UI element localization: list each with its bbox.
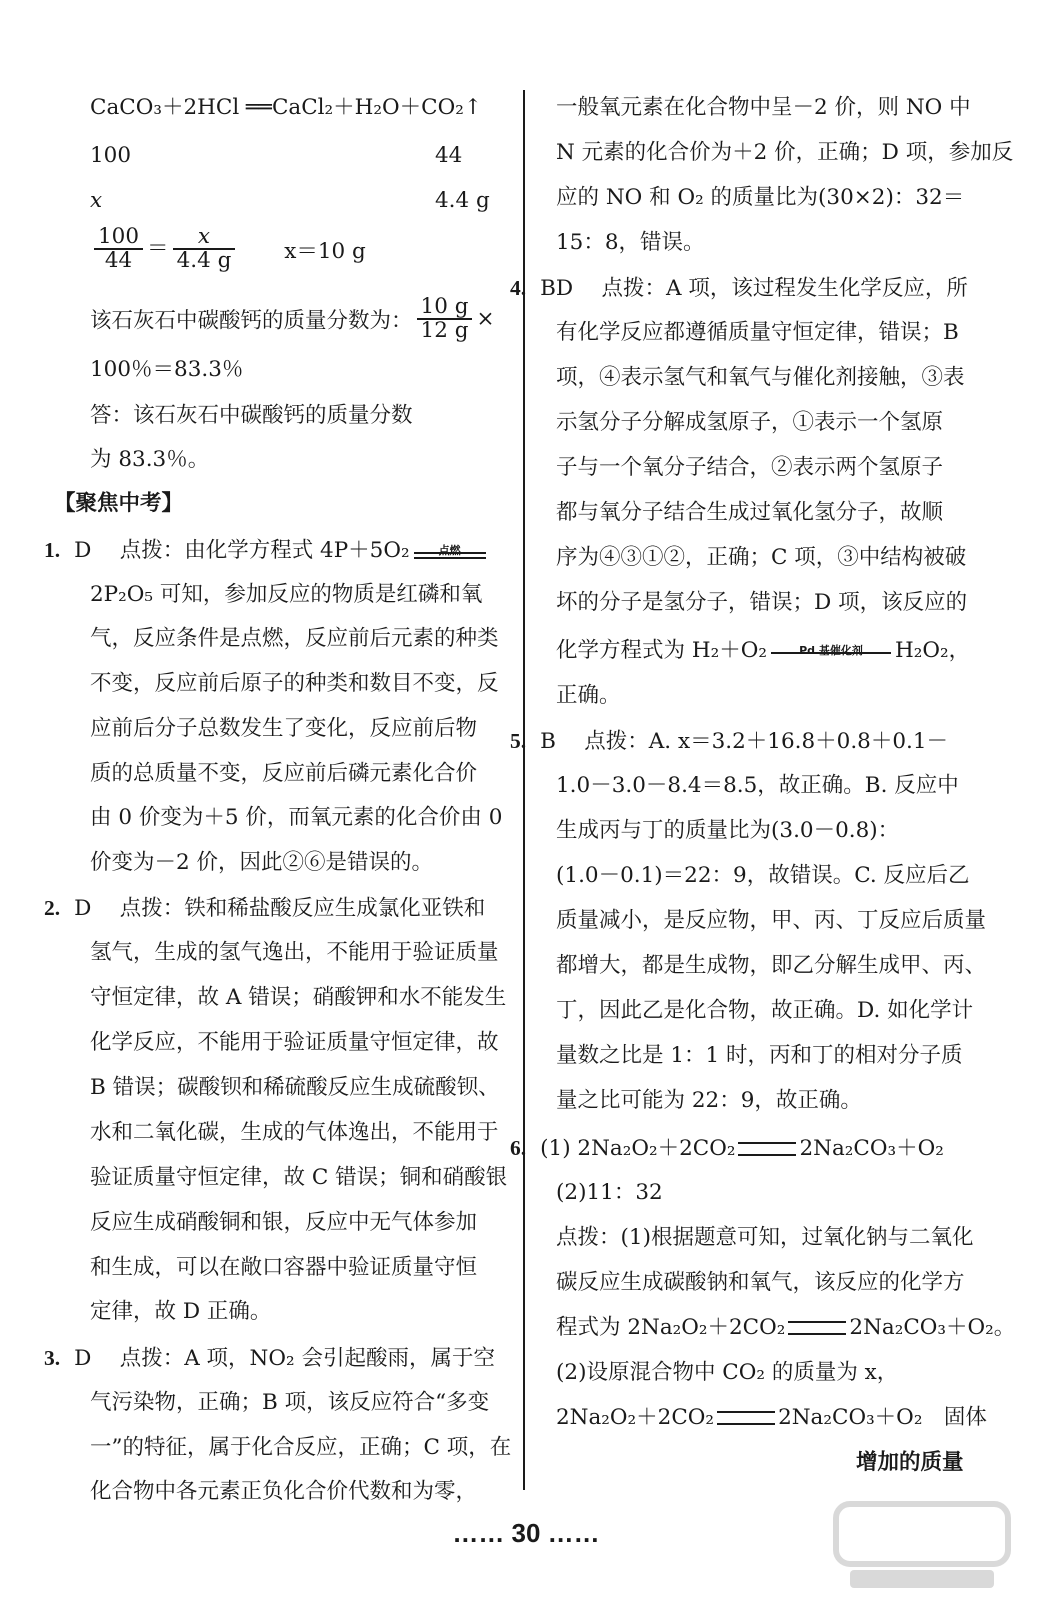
percent-line: 100％＝83.3％ (90, 357, 244, 382)
equals-sign (738, 1142, 796, 1156)
mass-100: 100 (90, 143, 132, 168)
q5-line-8: 量数之比是 1：1 时，丙和丁的相对分子质 (556, 1043, 963, 1068)
q1-line-3: 气，反应条件是点燃，反应前后元素的种类 (90, 626, 499, 651)
var-x: x (90, 188, 103, 213)
q6-explain-line-3: 程式为 2Na₂O₂＋2CO₂ 2Na₂CO₃＋O₂。 (556, 1315, 1016, 1340)
q5-line-7: 丁，因此乙是化合物，故正确。D. 如化学计 (556, 998, 974, 1023)
section-heading: 【聚焦中考】 (54, 491, 184, 516)
mass-44: 44 (435, 143, 463, 168)
fraction-10g-12g: $\frac{10 g}{12 g}$ (417, 296, 473, 342)
q5-line-3: 生成丙与丁的质量比为(3.0－0.8)： (556, 818, 900, 843)
q1-line-2: 2P₂O₅ 可知，参加反应的物质是红磷和氧 (90, 582, 483, 607)
q3-line-4: 化合物中各元素正负化合价代数和为零， (90, 1479, 478, 1504)
q1-line-7: 由 0 价变为＋5 价，而氧元素的化合价由 0 (90, 805, 503, 830)
q6-explain-line-5: 2Na₂O₂＋2CO₂ 2Na₂CO₃＋O₂ 固体 (556, 1405, 987, 1430)
q1-line-5: 应前后分子总数发生了变化，反应前后物 (90, 716, 478, 741)
mass-fraction-line: 该石灰石中碳酸钙的质量分数为： $\frac{10 g}{12 g}$ × (90, 294, 495, 343)
q2-line-2: 氢气，生成的氢气逸出，不能用于验证质量 (90, 940, 499, 965)
q2-line-5: B 错误；碳酸钡和稀硫酸反应生成硫酸钡、 (90, 1075, 500, 1100)
q5-line-2: 1.0－3.0－8.4＝8.5，故正确。B. 反应中 (556, 773, 959, 798)
q4-line-1: 4. BD 点拨：A 项，该过程发生化学反应，所 (510, 276, 968, 301)
q6-line-1: 6. (1) 2Na₂O₂＋2CO₂ 2Na₂CO₃＋O₂ (510, 1136, 944, 1161)
q2-line-6: 水和二氧化碳，生成的气体逸出，不能用于 (90, 1120, 499, 1145)
proportion-result: x＝10 g (284, 238, 366, 264)
q5-line-5: 质量减小，是反应物，甲、丙、丁反应后质量 (556, 908, 987, 933)
q2-line-9: 和生成，可以在敞口容器中验证质量守恒 (90, 1255, 478, 1280)
q6-explain-line-2: 碳反应生成碳酸钠和氧气，该反应的化学方 (556, 1270, 965, 1295)
q1-line-1: 1. D 点拨：由化学方程式 4P＋5O₂ 点燃 (44, 530, 490, 570)
q1-line-6: 质的总质量不变，反应前后磷元素化合价 (90, 761, 478, 786)
q4-line-6: 都与氧分子结合生成过氧化氢分子，故顺 (556, 500, 944, 525)
q2-line-3: 守恒定律，故 A 错误；硝酸钾和水不能发生 (90, 985, 507, 1010)
q3-cont-line-2: N 元素的化合价为＋2 价，正确；D 项，参加反 (556, 140, 1014, 165)
q3-cont-line-4: 15：8，错误。 (556, 230, 705, 255)
equals-sign (788, 1321, 846, 1335)
q1-line-4: 不变，反应前后原子的种类和数目不变，反 (90, 671, 499, 696)
q3-line-1: 3. D 点拨：A 项，NO₂ 会引起酸雨，属于空 (44, 1346, 495, 1371)
q3-cont-line-3: 应的 NO 和 O₂ 的质量比为(30×2)：32＝ (556, 185, 965, 210)
q4-line-9: 化学方程式为 H₂＋O₂ Pd 基催化剂 H₂O₂， (556, 638, 971, 663)
q3-cont-line-1: 一般氧元素在化合物中呈－2 价，则 NO 中 (556, 95, 971, 120)
q6-explain-line-1: 点拨：(1)根据题意可知，过氧化钠与二氧化 (556, 1225, 974, 1250)
q5-line-4: (1.0－0.1)＝22：9，故错误。C. 反应后乙 (556, 863, 970, 888)
fraction-100-44: $\frac{100}{44}$ (94, 226, 143, 272)
q3-line-3: 一”的特征，属于化合反应，正确；C 项，在 (90, 1435, 512, 1460)
q1-line-8: 价变为－2 价，因此②⑥是错误的。 (90, 850, 434, 875)
q6-explain-line-4: (2)设原混合物中 CO₂ 的质量为 x， (556, 1360, 899, 1385)
mass-4-4g: 4.4 g (435, 188, 490, 213)
reaction-arrow-ignite: 点燃 (414, 541, 486, 561)
q4-line-7: 序为④③①②，正确；C 项，③中结构被破 (556, 545, 967, 570)
q6-answer-2: (2)11：32 (556, 1180, 663, 1205)
q5-line-1: 5. B 点拨：A. x＝3.2＋16.8＋0.8＋0.1－ (510, 729, 949, 754)
q5-line-6: 都增大，都是生成物，即乙分解生成甲、丙、 (556, 953, 987, 978)
q4-line-3: 项，④表示氢气和氧气与催化剂接触，③表 (556, 365, 965, 390)
watermark-logo (832, 1500, 1012, 1592)
equals-sign (717, 1411, 775, 1425)
q2-line-1: 2. D 点拨：铁和稀盐酸反应生成氯化亚铁和 (44, 896, 486, 921)
q4-line-10: 正确。 (556, 683, 621, 708)
answer-line-2: 为 83.3％。 (90, 447, 210, 472)
reaction-equation: CaCO₃＋2HCl ══CaCl₂＋H₂O＋CO₂↑ (90, 95, 482, 120)
q2-line-8: 反应生成硝酸铜和银，反应中无气体参加 (90, 1210, 478, 1235)
q2-line-10: 定律，故 D 正确。 (90, 1299, 272, 1324)
q3-line-2: 气污染物，正确；B 项，该反应符合“多变 (90, 1390, 490, 1415)
q2-line-4: 化学反应，不能用于验证质量守恒定律，故 (90, 1030, 499, 1055)
q5-line-9: 量之比可能为 22：9，故正确。 (556, 1088, 862, 1113)
reaction-arrow-catalyst: Pd 基催化剂 (771, 641, 891, 661)
proportion-line: $\frac{100}{44}$ ＝ $\frac{x}{4.4 g}$ x＝10 g (90, 226, 366, 276)
q4-line-8: 坏的分子是氢分子，错误；D 项，该反应的 (556, 590, 968, 615)
q4-line-4: 示氢分子分解成氢原子，①表示一个氢原 (556, 410, 944, 435)
q6-explain-line-6: 增加的质量 (856, 1450, 964, 1475)
answer-line-1: 答：该石灰石中碳酸钙的质量分数 (90, 403, 413, 428)
page-number: …… 30 …… (452, 1518, 600, 1548)
q2-line-7: 验证质量守恒定律，故 C 错误；铜和硝酸银 (90, 1165, 508, 1190)
fraction-x-4-4g: $\frac{x}{4.4 g}$ (173, 226, 236, 272)
q4-line-2: 有化学反应都遵循质量守恒定律，错误；B (556, 320, 959, 345)
q4-line-5: 子与一个氧分子结合，②表示两个氢原子 (556, 455, 944, 480)
